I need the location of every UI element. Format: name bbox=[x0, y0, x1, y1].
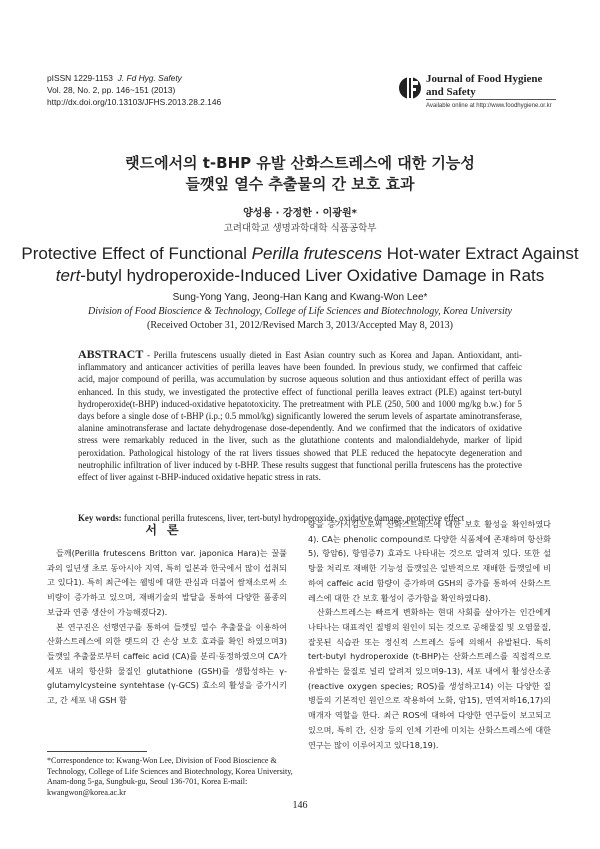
body-left-column bbox=[47, 546, 287, 708]
english-title-line1: Protective Effect of Functional Perilla frutescens Hot-water Extract Against bbox=[21, 244, 579, 263]
korean-authors: 양성용 · 강정한 · 이광원* bbox=[243, 208, 357, 219]
received-dates: (Received October 31, 2012/Revised March 3, 2013/Accepted May 8, 2013) bbox=[146, 320, 454, 331]
english-authors: Sung-Yong Yang, Jeong-Han Kang and Kwang-Won Lee* bbox=[172, 292, 428, 303]
abstract-text: - Perilla frutescens usually dieted in East Asian country such as Korea and Japan. Antioxidant, anti-inflammatory and anticancer activities of perilla leaves have been founded. In previous study, we confirmed that caffeic acid, major compound of perilla, was accumulation by sucrose aqueous solution and thus antioxidant effect of perilla was enhanced. In this study, we investigated the protective effect of functional perilla leaves extract (PLE) against tert-butyl hydroperoxide(t-BHP) induced-oxidative hepatotoxicity. The pretreatment with PLE (250, 500 and 1000 mg/kg b.w.) for 5 days before a single dose of t-BHP (i.p.; 0.5 mmol/kg) significantly lowered the serum levels of aspartate aminotransferase, alanine aminotransferase and lactate dehydrogenase dose-dependently. And we confirmed that the indicators of oxidative stress were remarkably reduced in the liver, such as the glutathione contents and malondialdehyde, marker of lipid peroxidation. Pathological histology of the rat livers tissues showed that PLE reduced the hepatocyte degeneration and neutrophilic infiltration of liver induced by t-BHP. These results suggest that functional perilla frutescens has the protective effect of liver against t-BHP-induced oxidative hepatic stress in rats. bbox=[78, 350, 522, 483]
korean-title-line1: 랫드에서의 t-BHP 유발 산화스트레스에 대한 기능성 bbox=[125, 154, 475, 172]
journal-logo bbox=[398, 68, 558, 118]
body-right-column bbox=[308, 517, 551, 752]
paragraph: 량을 증가시킴으로써 산화스트레스에 대한 보호 활성을 확인하였다4). CA는 phenolic compound로 다양한 식품체에 존재하며 항산화5), 항암6), 항염증7) 효과도 나타내는 것으로 알려져 있다. 또한 설탕물 처리로 재배한 기능성 들깻잎은 일반적으로 재배한 들깻잎에 비하여 caffeic acid 함량이 증가하며 GSH의 증가를 통하여 산화스트레스에 대한 간 보호 활성이 증가함을 확인하였다8). bbox=[308, 519, 551, 603]
journal-abbr: J. Fd Hyg. Safety bbox=[117, 73, 182, 83]
journal-name-line1: Journal of Food Hygiene bbox=[426, 73, 543, 85]
section-title: 서론 bbox=[145, 523, 189, 537]
issn: pISSN 1229-1153 bbox=[47, 73, 113, 83]
english-title-line2: tert-butyl hydroperoxide-Induced Liver Oxidative Damage in Rats bbox=[55, 266, 545, 285]
paragraph: 산화스트레스는 빠르게 변화하는 현대 사회를 살아가는 인간에게 나타나는 대표적인 질병의 원인이 되는 것으로 공해물질 및 오염물질, 잘못된 식습관 또는 정신적 스트레스 등에 의해서 유발된다. 특히 tert-butyl hydroperoxide (t-BHP)는 산화스트레스를 직접적으로 유발하는 물질로 널리 알려져 있으며9-13), 세포 내에서 활성산소종(reactive oxygen species; ROS)를 생성하고14) 이는 다양한 질병들의 기본적인 원인으로 작용하여 노화, 암15), 면역저하16,17)의 매개자 역할을 한다. 최근 ROS에 대하여 다양한 연구들이 보고되고 있으며, 특히 간, 신장 등의 인체 기관에 미치는 산화스트레스에 대한 연구는 많이 이루어지고 있다18,19). bbox=[308, 607, 551, 750]
korean-title-line2: 들깻잎 열수 추출물의 간 보호 효과 bbox=[185, 175, 415, 193]
paragraph: 들깨(Perilla frutescens Britton var. japonica Hara)는 꿀풀과의 일년생 초로 동아시아 지역, 특히 일본과 한국에서 많이 섭취되고 있다1). 특히 최근에는 웰빙에 대한 관심과 더불어 쌈채소로써 소비량이 증가하고 있으며, 재배기술의 발달을 통하여 다양한 품종의 보급과 연중 생산이 가능해졌다2). bbox=[47, 548, 287, 617]
correspondence-footnote: *Correspondence to: Kwang-Won Lee, Division of Food Bioscience & Technology, College of Life Sciences and Biotechnology, Korea University, Anam-dong 5-ga, Sungbuk-gu, Seoul 136-701, Korea E-mail: kwangwon@korea.ac.kr bbox=[47, 756, 293, 797]
footnote-rule bbox=[47, 751, 147, 752]
abstract bbox=[78, 348, 522, 483]
journal-logo-icon bbox=[398, 72, 422, 104]
journal-meta bbox=[47, 72, 221, 108]
page-number: 146 bbox=[292, 800, 308, 811]
volume-info: Vol. 28, No. 2, pp. 146~151 (2013) bbox=[47, 85, 176, 95]
keywords-label: Key words: bbox=[78, 513, 122, 523]
keywords-text: functional perilla frutescens, liver, tert-butyl hydroperoxide, oxidative damage, protective effect bbox=[121, 513, 465, 523]
journal-name-line2: and Safety bbox=[426, 86, 476, 98]
paragraph: 본 연구진은 선행연구를 통하여 들깻잎 열수 추출물을 이용하여 산화스트레스에 의한 랫드의 간 손상 보호 효과를 확인 하였으며3) 들깻잎 추출물로부터 caffeic acid (CA)를 분리·동정하였으며 CA가 세포 내의 항산화 물질인 glutathione (GSH)를 생합성하는 γ-glutamylcysteine syntehtase (γ-GCS) 효소의 활성을 증가시키고, 간 세포 내 GSH 함 bbox=[47, 621, 287, 706]
abstract-label: ABSTRACT bbox=[78, 347, 144, 361]
doi-link[interactable]: http://dx.doi.org/10.13103/JFHS.2013.28.2.146 bbox=[47, 97, 222, 107]
korean-affiliation: 고려대학교 생명과학대학 식품공학부 bbox=[223, 223, 377, 234]
logo-divider bbox=[426, 99, 556, 100]
journal-name bbox=[426, 73, 542, 99]
english-affiliation: Division of Food Bioscience & Technology, College of Life Sciences and Biotechnology, Korea University bbox=[88, 306, 512, 317]
available-online[interactable]: Available online at http://www.foodhygiene.or.kr bbox=[426, 103, 552, 109]
